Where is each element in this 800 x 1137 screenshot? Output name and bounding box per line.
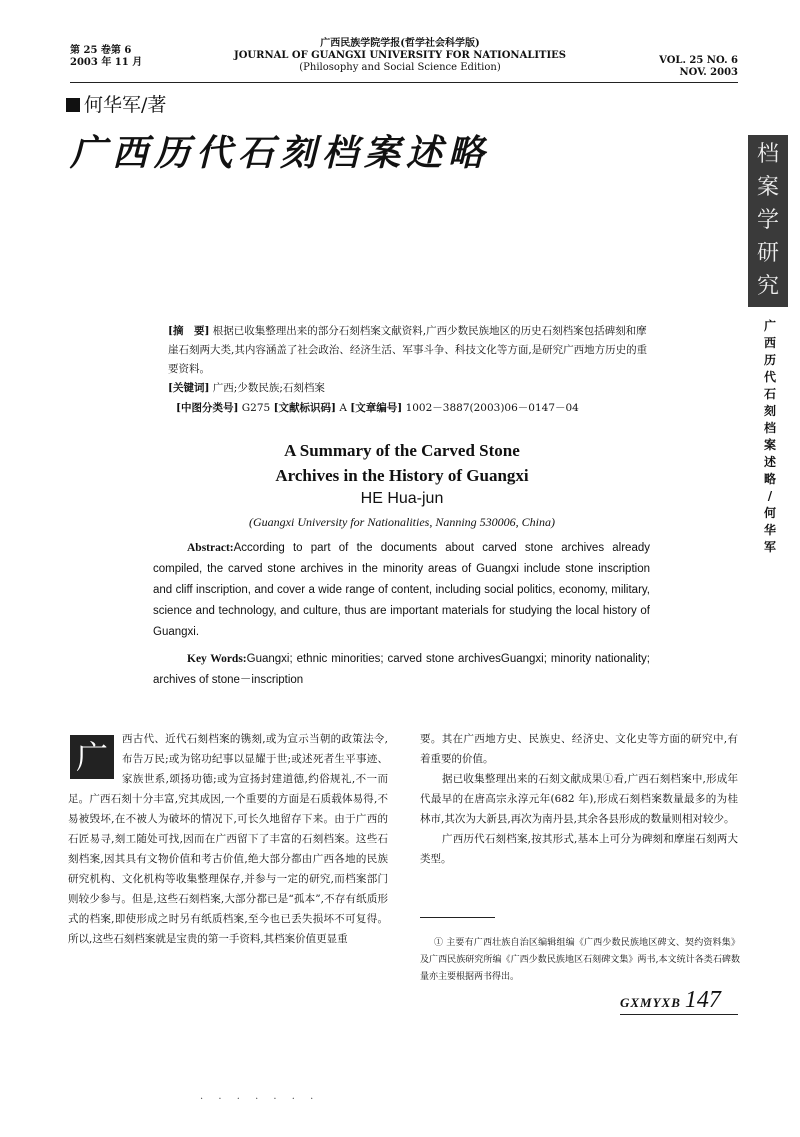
- running-title-char: 历: [763, 353, 776, 367]
- footer-rule: [620, 1014, 738, 1015]
- article-number-label: [文章编号]: [350, 402, 403, 414]
- date-cn: 2003 年 11 月: [70, 57, 143, 68]
- section-tab-char: 学: [756, 207, 779, 233]
- author-square-marker: [66, 98, 80, 112]
- running-title-char: 代: [763, 370, 776, 384]
- section-tab-char: 究: [756, 273, 779, 299]
- abstract-label-cn: [摘 要]: [168, 325, 210, 337]
- running-title-char: 案: [763, 438, 776, 452]
- section-tab: [748, 135, 788, 307]
- affiliation-en: (Guangxi University for Nationalities, Nanning 530006, China): [249, 515, 555, 529]
- section-tab-char: 案: [756, 175, 779, 201]
- volume-en: VOL. 25 NO. 6: [659, 55, 738, 66]
- class-label: [中图分类号]: [176, 402, 239, 414]
- body-paragraph-2: 据已收集整理出来的石刻文献成果①看,广西石刻档案中,形成年代最早的在唐高宗永淳元年(682 年),形成石刻档案数量最多的为桂林市,其次为大新县,再次为南丹县,其余各县形成的数量则相对较少。: [420, 773, 738, 825]
- body-paragraph-1: 西古代、近代石刻档案的镌刻,或为宣示当朝的政策法令,布告万民;或为铭功纪事以显耀于世;或述死者生平事迹、家族世系,颂扬功德;或为宣扬封建道德,约俗规礼,不一而足。广西石刻十分丰富,究其成因,一个重要的方面是石质载体易得,不易被毁坏,在不被人为破坏的情况下,可长久地留存下来。由于广西的石匠易寻,刻工随处可找,因而在广西留下了丰富的石刻档案。这些石刻档案,因其具有文物价值和考古价值,绝大部分都由广西各地的民族研究机构、文化机构等收集整理保存,并参与一定的研究,而档案部门则较少参与。但是,这些石刻档案,大部分都已是“孤本”,不存有纸质形式的档案,即使形成之时另有纸质档案,至今也已丢失损坏不可复得。所以,这些石刻档案就是宝贵的第一手资料,其档案价值更显重: [68, 733, 388, 945]
- running-title-char: 华: [763, 523, 776, 537]
- keywords-label-cn: [关键词]: [168, 382, 210, 394]
- running-title-char: 刻: [763, 404, 776, 418]
- article-number-value: 1002－3887(2003)06－0147－04: [405, 402, 579, 414]
- footnote-rule: [420, 917, 495, 918]
- journal-code: GXMYXB: [620, 995, 681, 1010]
- title-en-line2: Archives in the History of Guangxi: [275, 466, 529, 485]
- keywords-label-en: Key Words:: [187, 653, 247, 665]
- running-title-char: 档: [763, 421, 776, 435]
- abstract-label-en: Abstract:: [187, 542, 234, 554]
- author-name-cn: 何华军/著: [84, 94, 167, 116]
- running-title-char: 何: [763, 506, 776, 520]
- section-tab-char: 研: [756, 240, 779, 266]
- abstract-en: [153, 538, 650, 691]
- running-title-char: 述: [763, 455, 776, 469]
- issue-info-cn: [70, 45, 142, 69]
- running-title-char: 军: [763, 540, 776, 554]
- keywords-cn: 广西;少数民族;石刻档案: [212, 382, 325, 394]
- journal-name-cn: 广西民族学院学报(哲学社会科学版): [320, 38, 480, 49]
- author-en: HE Hua-jun: [360, 490, 444, 507]
- journal-name-en: JOURNAL OF GUANGXI UNIVERSITY FOR NATIONALITIES: [233, 50, 567, 61]
- running-title-char: 略: [763, 472, 776, 486]
- journal-edition-en: (Philosophy and Social Science Edition): [299, 62, 501, 73]
- title-en-line1: A Summary of the Carved Stone: [284, 441, 520, 460]
- volume-cn: 第 25 卷第 6: [70, 45, 132, 56]
- doc-value: A: [339, 402, 347, 414]
- classification-line: [176, 400, 579, 415]
- drop-cap: 广: [70, 735, 114, 779]
- body-paragraph-3: 广西历代石刻档案,按其形式,基本上可分为碑刻和摩崖石刻两大类型。: [420, 833, 738, 865]
- abstract-cn: [168, 322, 653, 398]
- abstract-text-en: According to part of the documents about carved stone archives already compiled, the carved stone archives in the minority areas of Guangxi include stone inscription and cliff inscription, and cover a wide range of content, including social politics, economy, military, science and technology, and culture, thus are important materials for studying the local history of Guangxi.: [153, 542, 650, 638]
- bottom-dots: · · · · · · ·: [200, 1094, 320, 1105]
- article-title-cn: 广西历代石刻档案述略: [70, 132, 491, 174]
- body-column-right: [420, 729, 738, 869]
- running-title-char: /: [767, 489, 773, 503]
- running-title-char: 广: [763, 319, 776, 333]
- doc-label: [文献标识码]: [273, 402, 336, 414]
- header-rule: [70, 82, 738, 83]
- article-title-en: [155, 438, 649, 488]
- abstract-text-cn: 根据已收集整理出来的部分石刻档案文献资料,广西少数民族地区的历史石刻档案包括碑刻和摩崖石刻两大类,其内容涵盖了社会政治、经济生活、军事斗争、科技文化等方面,是研究广西地方历史的重要资料。: [168, 325, 648, 375]
- date-en: NOV. 2003: [679, 67, 738, 78]
- body-paragraph-1-cont: 要。其在广西地方史、民族史、经济史、文化史等方面的研究中,有着重要的价值。: [420, 733, 738, 765]
- footnote: [420, 935, 740, 986]
- running-title-vertical: [758, 318, 782, 556]
- page-number: 147: [684, 987, 721, 1013]
- section-tab-char: 档: [756, 142, 779, 168]
- journal-header: [210, 38, 590, 74]
- keywords-en: Guangxi; ethnic minorities; carved stone archivesGuangxi; minority nationality; archives of stone－inscription: [153, 653, 650, 686]
- body-column-left: [68, 729, 388, 949]
- running-title-char: 石: [763, 387, 776, 401]
- running-title-char: 西: [763, 336, 776, 350]
- class-value: G275: [241, 402, 271, 414]
- article-author: [66, 90, 166, 117]
- issue-info-en: [659, 55, 738, 79]
- footnote-text: ① 主要有广西壮族自治区编辑组编《广西少数民族地区碑文、契约资料集》及广西民族研究所编《广西少数民族地区石刻碑文集》两书,本文统计各类石碑数量亦主要根据两书得出。: [420, 938, 740, 982]
- page-footer: [620, 987, 721, 1014]
